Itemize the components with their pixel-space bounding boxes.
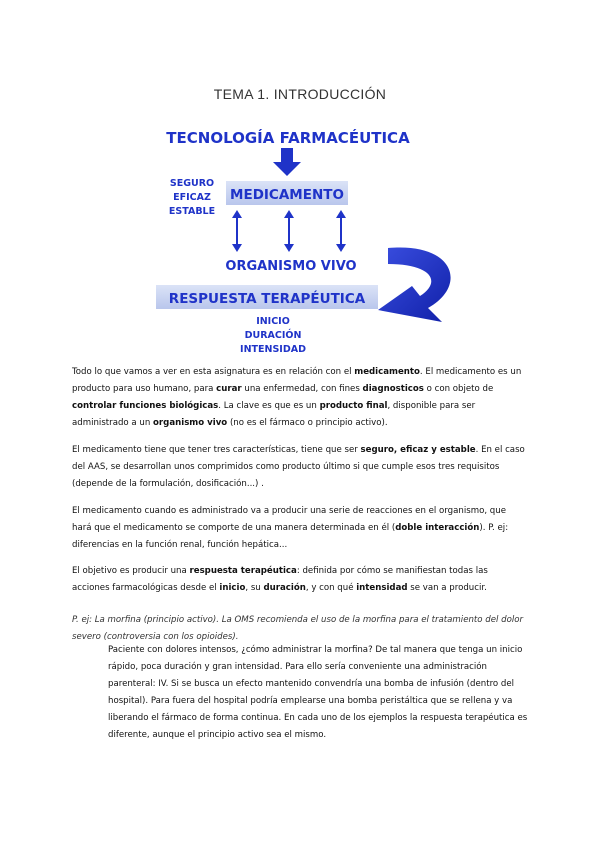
double-arrow-icon	[336, 210, 346, 252]
concept-diagram	[0, 118, 600, 363]
outcome-intensidad: INTENSIDAD	[240, 344, 306, 355]
paragraph-ejemplo-morfina: P. ej: La morfina (principio activo). La OMS recomienda el uso de la morfina para el tratamiento del dolor severo (controversia con los opioides).	[72, 615, 524, 642]
double-arrow-icon	[284, 210, 294, 252]
diagram-header: TECNOLOGÍA FARMACÉUTICA	[166, 129, 410, 147]
quality-seguro: SEGURO	[169, 178, 215, 189]
paragraph-caracteristicas: El medicamento tiene que tener tres características, tiene que ser seguro, eficaz y estable. En el caso del AAS, se desarrollan unos comprimidos como producto último si que cumple esos tres requisitos (depende de la formulación, dosificación...) .	[72, 445, 525, 489]
double-arrow-icon	[232, 210, 242, 252]
quality-eficaz: EFICAZ	[173, 192, 211, 203]
down-arrow-icon	[273, 148, 301, 176]
curved-arrow-icon	[378, 247, 451, 322]
outcome-inicio: INICIO	[256, 316, 290, 327]
paragraph-respuesta: El objetivo es producir una respuesta terapéutica: definida por cómo se manifiestan todas las acciones farmacológicas desde el inicio, su duración, y con qué intensidad se van a producir.	[72, 566, 488, 593]
outcome-duracion: DURACIÓN	[244, 330, 302, 341]
quality-estable: ESTABLE	[168, 206, 216, 217]
paragraph-interaccion: El medicamento cuando es administrado va a producir una serie de reacciones en el organismo, que hará que el medicamento se comporte de una manera determinada en él (doble interacción). P. ej: diferencias en la función renal, función hepática...	[72, 506, 509, 550]
paragraph-medicamento: Todo lo que vamos a ver en esta asignatura es en relación con el medicamento. El medicamento es un producto para uso humano, para curar una enfermedad, con fines diagnosticos o con objeto de controlar funciones biológicas. La clave es que es un producto final, disponible para ser administrado a un organismo vivo (no es el fármaco o principio activo).	[72, 367, 522, 428]
medicamento-label: MEDICAMENTO	[230, 187, 344, 203]
paragraph-administracion: Paciente con dolores intensos, ¿cómo administrar la morfina? De tal manera que tenga un inicio rápido, poca duración y gran intensidad. Para ello sería conveniente una administración parenteral: IV. Si se busca un efecto mantenido convendría una bomba de infusión (dentro del hospital). Para fuera del hospital podría emplearse una bomba peristáltica que se rellena y va liberando el fármaco de forma continua. En cada uno de los ejemplos la respuesta terapéutica es diferente, aunque el principio activo sea el mismo.	[108, 645, 528, 740]
organismo-label: ORGANISMO VIVO	[225, 259, 357, 274]
page-title: TEMA 1. INTRODUCCIÓN	[213, 86, 387, 102]
respuesta-label: RESPUESTA TERAPÉUTICA	[168, 291, 366, 307]
